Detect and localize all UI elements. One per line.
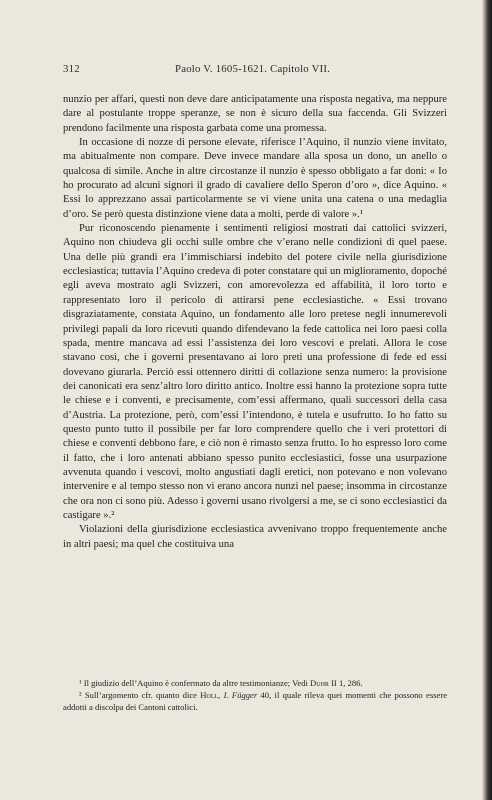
- paragraph-continuation: nunzio per affari, questi non deve dare anticipatamente una risposta negativa, ma neppure dare al postulante troppe speranze, se non è sicuro della sua faccenda. Gli Svizzeri prendono facilmente una risposta garbata come una promessa.: [63, 94, 447, 134]
- paragraph-nozze: In occasione di nozze di persone elevate, riferisce l’Aquino, il nunzio viene invitato, ma abitualmente non compare. Deve invece mandare alla sposa un dono, un anello o qualcosa di simile. Anche in altre circostanze il nunzio è spesso obbligato a far doni: « Io ho procurato ad alcuni signori il grado di cavaliere dello Speron d’oro », dice Aquino. « Essi lo apprezzano assai particolarmente se vi viene unita una catena o una medaglia d’oro. Se però questa distinzione viene data a molti, perde di valore ».¹: [63, 137, 447, 220]
- footnote-2-sep: ,: [218, 690, 224, 701]
- footnote-1-ref: II 1, 286.: [328, 678, 363, 688]
- paragraph-giurisdizione: Pur riconoscendo pienamente i sentimenti religiosi mostrati dai cattolici svizzeri, Aquino non chiudeva gli occhi sulle ombre che v’erano nelle condizioni di quel paese. Una delle più grandi era l’immischiarsi indebito del potere civile nella giurisdizione ecclesiastica; tuttavia l’Aquino credeva di poter constatare qui un miglioramento, dopoché egli aveva mostrato agli Svizzeri, con amorevolezza ed affabilità, il loro torto e rappresentato loro il pericolo di attirarsi pene ecclesiastiche. « Essi trovano disgraziatamente, constata Aquino, un fondamento alle loro pretese negli innumerevoli privilegi papali da loro ricevuti quando difendevano la fede cattolica nei loro paesi colla spada, mentre mancava ad essi l’assistenza dei loro vescovi e prelati. Allora le cose stavano così, che i governi presentavano ai loro preti una professione di fede ed essi dovevano giurarla. Perciò essi ottennero diritti di collazione senza numero: la provisione dei canonicati era senz’altro loro diritto antico. Inoltre essi hanno la protezione sopra tutte le chiese e i conventi, e precisamente, com’essi affermano, quali successori della casa d’Austria. La protezione, però, com’essi l’intendono, è tutela e usufrutto. Io ho fatto su questo punto tutto il possibile per far loro comprendere quello che i veri protettori di chiese e conventi debbono fare, e ciò non è rimasto senza frutto. Io ho espresso loro come il fatto, che i loro antenati abbiano spesso punito ecclesiastici, fosse una usurpazione avvenuta quando i vescovi, molto angustiati dagli eretici, non potevano e non volevano intervenire e al tempo stesso non vi erano ancora nunzi nel paese; insomma in circostanze che ora non ci sono più. Adesso i governi usano rivolgersi a me, se ci sono ecclesiastici da castigare ».²: [63, 223, 447, 521]
- footnote-1-text: ¹ Il giudizio dell’Aquino è confermato da altre testimonianze; Vedi: [79, 678, 311, 688]
- footnote-2-work: I. Függer: [223, 690, 258, 701]
- footnotes: [63, 677, 447, 714]
- running-title: Paolo V. 1605-1621. Capitolo VII.: [175, 63, 331, 75]
- main-text: [63, 93, 447, 552]
- footnote-2: [63, 689, 447, 713]
- paragraph-violazioni: Violazioni della giurisdizione ecclesiastica avvenivano troppo frequentemente anche in altri paesi; ma quel che costituiva una: [63, 524, 447, 550]
- page-header: [63, 63, 441, 77]
- footnote-1: [63, 677, 447, 689]
- footnote-2-author: Holl: [200, 690, 219, 701]
- footnote-2-ref: 40, il quale rileva quei momenti che possono essere addotti a discolpa dei Cantoni cattolici.: [63, 690, 448, 713]
- footnote-2-text: ² Sull’argomento cfr. quanto dice: [79, 690, 201, 701]
- footnote-1-author: Duhr: [310, 678, 329, 688]
- page-gutter-shadow: [482, 0, 492, 800]
- page-number: 312: [63, 63, 80, 75]
